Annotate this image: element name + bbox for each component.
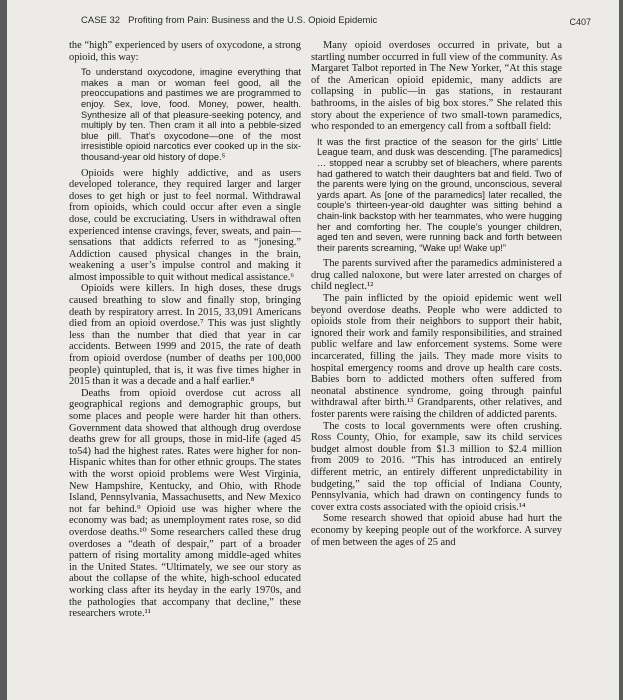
paragraph: The costs to local governments were often crushing. Ross County, Ohio, for example, saw its child services budget almost double from $1.3 million to $2.4 million from 2009 to 2016. “This has introduced an entirely different metric, an entirely different unpredictability in budgeting,” said the top official of Indiana County, Pennsylvania, which had drawn on contingency funds to cover extra costs associated with the opioid crisis.¹⁴ (311, 420, 562, 513)
paragraph: Some research showed that opioid abuse had hurt the economy by keeping people out of the workforce. A survey of men between the ages of 25 and (311, 513, 562, 548)
document-page (7, 0, 619, 700)
paragraph: Many opioid overdoses occurred in private, but a startling number occurred in full view of the community. As Margaret Talbot reported in The New Yorker, “At this stage of the American opioid epidemic, many addicts are collapsing in public—in gas stations, in restaurant bathrooms, in the aisles of big box stores.” She related this story about the experience of two small-town paramedics, who responded to an emergency call from a softball field: (311, 40, 562, 133)
right-column (311, 40, 562, 548)
running-header (81, 11, 591, 27)
block-quote: It was the first practice of the season for the girls’ Little League team, and dusk was descending. [The paramedics] … stopped near a scrubby set of bleachers, where parents had gathered to watch their daughters bat and field. Two of the parents were lying on the ground, unconscious, several yards apart. As [one of the paramedics] later recalled, the couple’s thirteen-year-old daughter was sitting behind a chain-link backstop with her teammates, who were hugging her and comforting her. The couple’s younger children, aged ten and seven, were running back and forth between their parents screaming, “Wake up! Wake up!” (317, 136, 562, 253)
paragraph: The parents survived after the paramedics administered a drug called naloxone, but were later arrested on charges of child neglect.¹² (311, 258, 562, 293)
case-number: CASE 32 (81, 15, 121, 26)
page-number: C407 (569, 17, 591, 27)
paragraph: Opioids were highly addictive, and as users developed tolerance, they required larger and larger doses to get high or just to feel normal. Withdrawal from opioids, which could occur after even a single dose, could be excruciating. Users in withdrawal often experienced intense cravings, fever, sweats, and pain—sensations that addicts referred to as “jonesing.” Addiction caused physical changes in the brain, weakening a user’s impulse control and making it almost impossible to quit without medical assistance.⁶ (69, 167, 301, 283)
paragraph: The pain inflicted by the opioid epidemic went well beyond overdose deaths. People who were addicted to opioids stole from their neighbors to support their habit, ignored their work and family responsibilities, and strained public welfare and law enforcement systems. Some were incarcerated, filling the jails. They made more visits to hospital emergency rooms and drove up health care costs. Babies born to addicted mothers often suffered from neonatal abstinence syndrome, going through painful withdrawal after birth.¹³ Grandparents, other relatives, and foster parents were raising the children of addicted parents. (311, 293, 562, 420)
paragraph: Deaths from opioid overdose cut across all geographical regions and demographic groups, but some places and people were harder hit than others. Government data showed that although drug overdose deaths grew for all groups, those in mid-life (aged 45 to54) had the highest rates. Rates were higher for non-Hispanic whites than for other ethnic groups. The states with the worst opioid problems were West Virginia, New Hampshire, Kentucky, and Ohio, with Rhode Island, Pennsylvania, Massachusetts, and New Mexico not far behind.⁹ Opioid use was higher where the economy was bad; as unemployment rates rose, so did overdose deaths.¹⁰ Some researchers called these drug overdoses a “death of despair,” part of a broader pattern of rising mortality among middle-aged whites in the United States. “Ultimately, we see our story as about the collapse of the white, high-school educated working class after its heyday in the early 1970s, and the pathologies that accompany that decline,” these researchers wrote.¹¹ (69, 387, 301, 620)
left-column (69, 40, 301, 620)
case-title: Profiting from Pain: Business and the U.S. Opioid Epidemic (128, 15, 378, 26)
block-quote: To understand oxycodone, imagine everything that makes a man or woman feel good, all the preoccupations and pastimes we are programmed to enjoy. Sex, love, food. Money, power, health. Synthesize all of that pleasure-seeking potency, and multiply by ten. Then cram it all into a pebble-sized blue pill. That’s oxycodone—one of the most irresistible opioid narcotics ever cooked up in the six-thousand-year old history of dope.⁵ (81, 67, 301, 162)
paragraph: Opioids were killers. In high doses, these drugs caused breathing to slow and finally stop, bringing death by respiratory arrest. In 2015, 33,091 Americans died from an opioid overdose.⁷ This was just slightly less than the number that died that year in car accidents. Between 1999 and 2015, the rate of death from opioid overdose (number of deaths per 100,000 people) quintupled, that is, it was five times higher in 2015 than it was a decade and a half earlier.⁸ (69, 283, 301, 388)
paragraph: the “high” experienced by users of oxycodone, a strong opioid, this way: (69, 40, 301, 63)
header-left (81, 15, 377, 26)
